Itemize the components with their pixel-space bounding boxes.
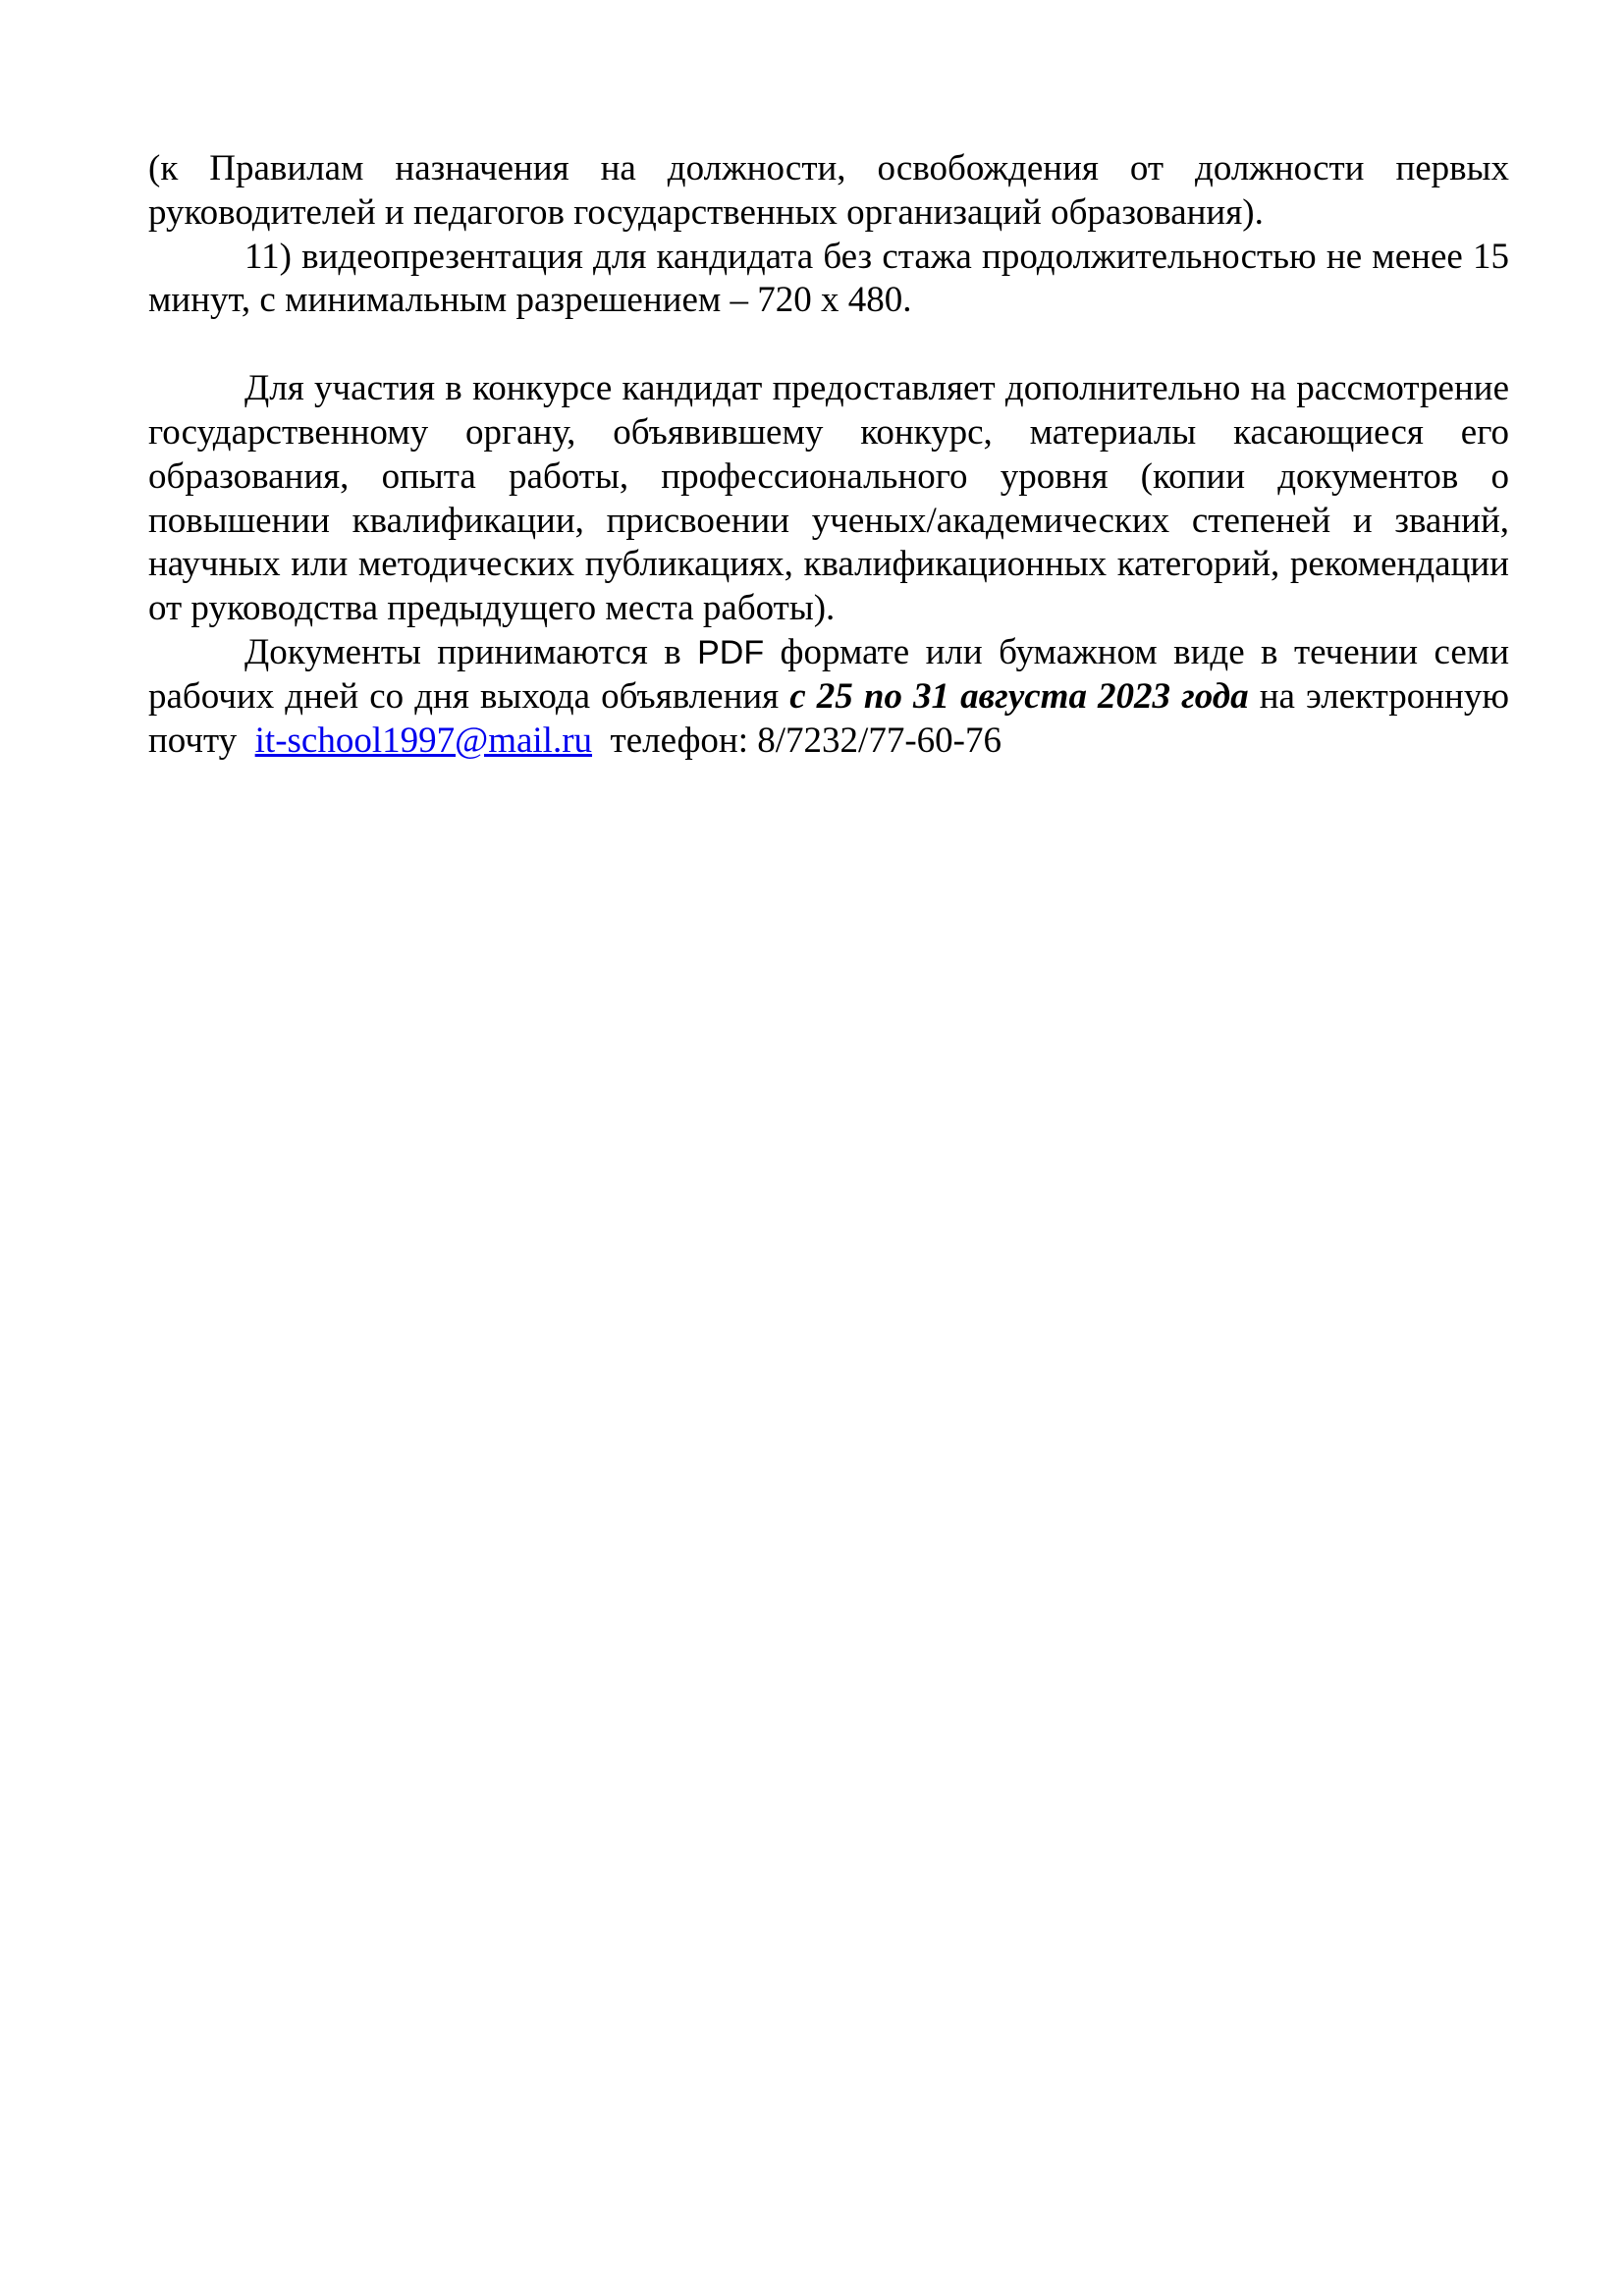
document-page	[148, 147, 1519, 763]
paragraph-video-presentation: 11) видеопрезентация для кандидата без стажа продолжительностью не менее 15 минут, с минимальным разрешением – 720 x 480.	[148, 236, 1509, 321]
submission-dates: с 25 по 31 августа 2023 года	[789, 675, 1249, 717]
email-link[interactable]: it-school1997@mail.ru	[254, 720, 593, 761]
submission-text-end: на электронную почту	[148, 675, 1519, 761]
paragraph-rules-reference: (к Правилам назначения на должности, освобождения от должности первых руководителей и педагогов государственных организаций образования).	[148, 148, 1509, 233]
submission-text-middle: формате или бумажном виде в течении семи рабочих дней со дня выхода объявления	[148, 631, 1509, 717]
submission-text-start: Документы принимаются в	[244, 631, 698, 672]
paragraph-additional-materials: Для участия в конкурсе кандидат предоставляет дополнительно на рассмотрение государственному органу, объявившему конкурс, материалы касающиеся его образования, опыта работы, профессионального уровня (копии документов о повышении квалификации, присвоении ученых/академических степеней и званий, научных или методических публикациях, квалификационных категорий, рекомендации от руководства предыдущего места работы).	[148, 368, 1509, 629]
paragraph-submission-info	[148, 631, 1519, 763]
paragraph-spacer	[148, 323, 1509, 367]
format-name: PDF	[697, 633, 765, 671]
phone-text: телефон: 8/7232/77-60-76	[592, 720, 1001, 761]
